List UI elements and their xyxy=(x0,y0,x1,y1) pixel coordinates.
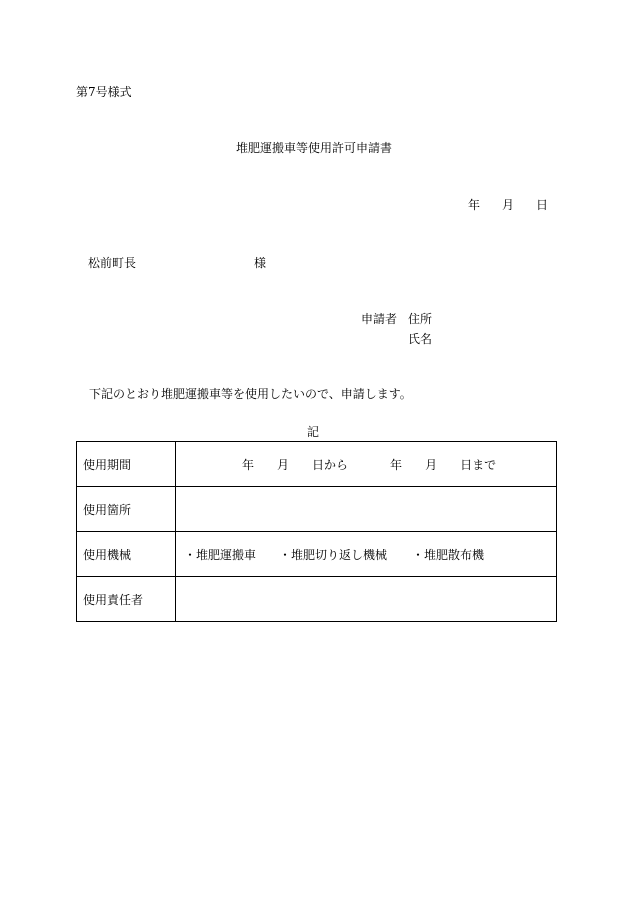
period-start-day: 日から xyxy=(312,457,349,472)
period-start-year: 年 xyxy=(242,457,255,472)
period-start-month: 月 xyxy=(277,457,290,472)
location-label: 使用箇所 xyxy=(77,487,176,532)
intro-text: 下記のとおり堆肥運搬車等を使用したいので、申請します。 xyxy=(89,387,412,401)
machine-option-spreader[interactable]: ・堆肥散布機 xyxy=(412,547,485,562)
date-month: 月 xyxy=(502,198,515,212)
date-line xyxy=(468,198,548,212)
table-row-machines xyxy=(77,532,557,577)
machines-value[interactable] xyxy=(176,532,557,577)
machine-option-turner[interactable]: ・堆肥切り返し機械 xyxy=(279,547,388,562)
applicant-label: 申請者 xyxy=(361,312,398,326)
record-mark: 記 xyxy=(307,425,320,439)
period-end-day: 日まで xyxy=(460,457,497,472)
document-title: 堆肥運搬車等使用許可申請書 xyxy=(236,141,393,155)
date-day: 日 xyxy=(536,198,549,212)
period-end-month: 月 xyxy=(425,457,438,472)
address-label: 住所 xyxy=(408,312,433,326)
responsible-label: 使用責任者 xyxy=(77,577,176,622)
table-row-responsible xyxy=(77,577,557,622)
machine-option-transport[interactable]: ・堆肥運搬車 xyxy=(184,547,257,562)
location-value[interactable] xyxy=(176,487,557,532)
form-number: 第7号様式 xyxy=(76,85,132,99)
application-table xyxy=(76,441,557,622)
period-value[interactable] xyxy=(176,442,557,487)
responsible-value[interactable] xyxy=(176,577,557,622)
table-row-location xyxy=(77,487,557,532)
period-label: 使用期間 xyxy=(77,442,176,487)
machines-label: 使用機械 xyxy=(77,532,176,577)
date-year: 年 xyxy=(468,198,481,212)
table-row-period xyxy=(77,442,557,487)
addressee-honorific: 様 xyxy=(254,256,267,270)
period-end-year: 年 xyxy=(390,457,403,472)
addressee-name: 松前町長 xyxy=(88,256,137,270)
name-label: 氏名 xyxy=(408,332,433,346)
